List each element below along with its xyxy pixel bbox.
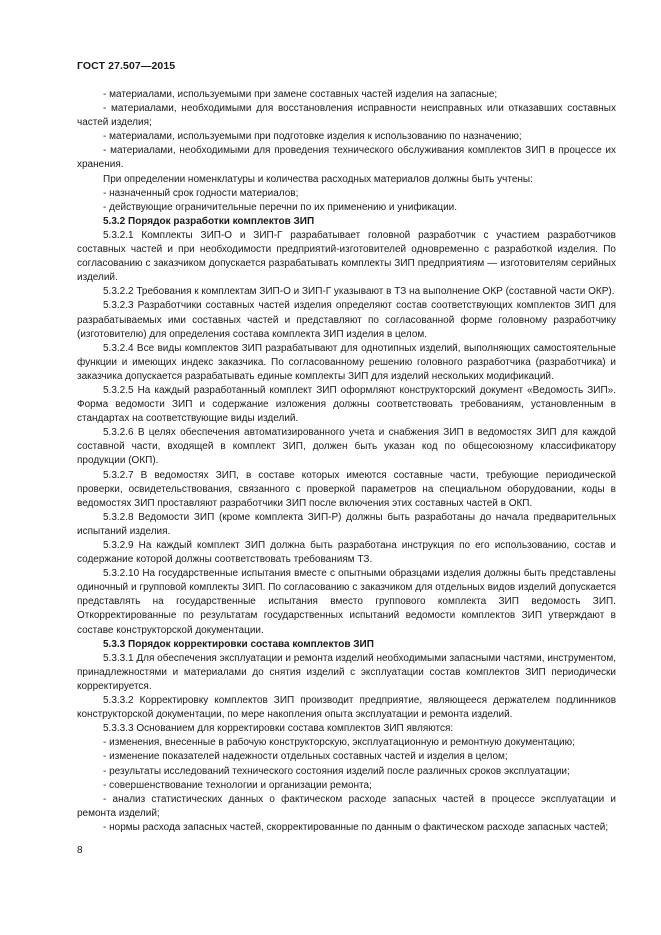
list-item: - назначенный срок годности материалов; <box>103 187 299 199</box>
paragraph: 5.3.2.3 Разработчики составных частей изделия определяют состав соответствующих комплектов ЗИП для разрабатываемых ими составных частей и представляют по согласованной форме головному разработчику (изготовителю) для определения состава комплекта ЗИП изделия в целом. <box>77 300 616 340</box>
paragraph: 5.3.2.4 Все виды комплектов ЗИП разрабатывают для однотипных изделий, выполняющих самостоятельные функции и имеющих индекс заказчика. По согласованному решению головного разработчика (разработчика) и заказчика допускается разрабатывать единые комплекты ЗИП для изделий нескольких модификаций. <box>77 342 616 382</box>
list-item: - материалами, необходимыми для проведения технического обслуживания комплектов ЗИП в процессе их хранения. <box>77 145 616 171</box>
paragraph: 5.3.2.6 В целях обеспечения автоматизированного учета и снабжения ЗИП в ведомостях ЗИП для каждой составной части, входящей в комплект ЗИП, должен быть указан код по общесоюзному классификатору продукции (ОКП). <box>77 427 616 467</box>
list-item: - анализ статистических данных о фактическом расходе запасных частей в процессе эксплуатации и ремонта изделий; <box>77 793 616 819</box>
paragraph: 5.3.2.7 В ведомостях ЗИП, в составе которых имеются составные части, требующие периодической проверки, освидетельствования, связанного с проверкой параметров на специальном оборудовании, коды в ведомостях ЗИП проставляют разработчики ЗИП после включения этих составных частей в ОКП. <box>77 469 616 509</box>
paragraph: 5.3.2.8 Ведомости ЗИП (кроме комплекта ЗИП-Р) должны быть разработаны до начала предварительных испытаний изделия. <box>77 511 616 537</box>
paragraph: При определении номенклатуры и количества расходных материалов должны быть учтены: <box>103 173 533 185</box>
paragraph: 5.3.2.9 На каждый комплект ЗИП должна быть разработана инструкция по его использованию, состав и содержание которой должны соответствовать требованиям ТЗ. <box>77 540 616 566</box>
list-item: - изменение показателей надежности отдельных составных частей и изделия в целом; <box>103 751 508 763</box>
paragraph: 5.3.2.1 Комплекты ЗИП-О и ЗИП-Г разрабатывает головной разработчик с участием разработчиков составных частей и при необходимости предприятий-изготовителей одновременно с разработкой изделия. По согласованию с заказчиком допускается разрабатывать комплекты ЗИП предприятиям — изготовителям серийных изделий. <box>77 229 616 284</box>
section-heading: 5.3.2 Порядок разработки комплектов ЗИП <box>103 215 315 227</box>
list-item: - изменения, внесенные в рабочую конструкторскую, эксплуатационную и ремонтную документацию; <box>103 737 575 749</box>
paragraph: 5.3.2.10 На государственные испытания вместе с опытными образцами изделия должны быть представлены одиночный и групповой комплекты ЗИП. По согласованию с заказчиком для отдельных видов изделий допускается представлять на государственные испытания вместо группового комплекта ЗИП ведомость ЗИП. Откорректированные по результатам государственных испытаний ведомости комплектов ЗИП утверждают в составе конструкторской документации. <box>77 568 616 636</box>
section-heading: 5.3.3 Порядок корректировки состава комплектов ЗИП <box>103 638 374 650</box>
page-number: 8 <box>77 845 83 856</box>
paragraph: 5.3.2.2 Требования к комплектам ЗИП-О и ЗИП-Г указывают в ТЗ на выполнение ОКР (составной части ОКР). <box>103 286 615 298</box>
list-item: - материалами, используемыми при подготовке изделия к использованию по назначению; <box>103 131 522 143</box>
paragraph: 5.3.3.3 Основанием для корректировки состава комплектов ЗИП являются: <box>103 723 454 735</box>
paragraph: 5.3.2.5 На каждый разработанный комплект ЗИП оформляют конструкторский документ «Ведомость ЗИП». Форма ведомости ЗИП и содержание изложения должны соответствовать требованиям, установленным в стандартах на соответствующие виды изделий. <box>77 384 616 425</box>
list-item: - результаты исследований технического состояния изделий после различных сроков эксплуатации; <box>103 765 570 777</box>
list-item: - материалами, необходимыми для восстановления исправности неисправных или отказавших составных частей изделия; <box>77 103 616 129</box>
list-item: - нормы расхода запасных частей, скорректированные по данным о фактическом расходе запасных частей; <box>103 821 609 833</box>
list-item: - материалами, используемыми при замене составных частей изделия на запасные; <box>103 89 498 100</box>
list-item: - действующие ограничительные перечни по их применению и унификации. <box>103 201 458 213</box>
document-body <box>77 88 616 835</box>
paragraph: 5.3.3.1 Для обеспечения эксплуатации и ремонта изделий необходимыми запасными частями, инструментом, принадлежностями и материалами до снятия изделий с эксплуатации состав комплектов ЗИП периодически корректируется. <box>77 652 616 692</box>
standard-header: ГОСТ 27.507—2015 <box>77 60 176 72</box>
paragraph: 5.3.3.2 Корректировку комплектов ЗИП производит предприятие, являющееся держателем подлинников конструкторской документации, по мере накопления опыта эксплуатации и ремонта изделий. <box>77 695 616 721</box>
list-item: - совершенствование технологии и организации ремонта; <box>103 779 372 791</box>
